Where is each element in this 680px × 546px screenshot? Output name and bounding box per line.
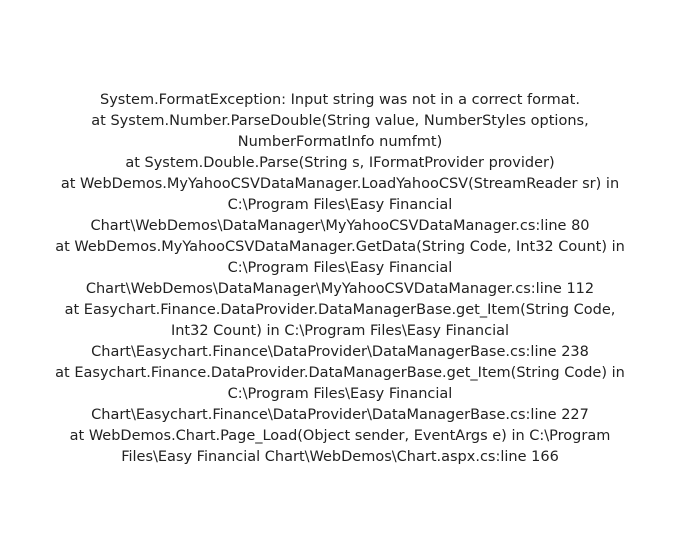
stack-trace-line: Chart\Easychart.Finance\DataProvider\DataManagerBase.cs:line 227 [91, 407, 589, 423]
stack-trace-line: C:\Program Files\Easy Financial [227, 197, 453, 213]
stack-trace-line: C:\Program Files\Easy Financial [227, 260, 453, 276]
stack-trace-line: at WebDemos.MyYahooCSVDataManager.GetData(String Code, Int32 Count) in [55, 239, 625, 255]
stack-trace-line: at System.Double.Parse(String s, IFormatProvider provider) [125, 155, 555, 171]
stack-trace-line: at Easychart.Finance.DataProvider.DataManagerBase.get_Item(String Code, [64, 302, 616, 318]
stack-trace-line: at WebDemos.Chart.Page_Load(Object sender, EventArgs e) in C:\Program [69, 428, 611, 444]
stack-trace-line: Files\Easy Financial Chart\WebDemos\Chart.aspx.cs:line 166 [121, 449, 559, 465]
stack-trace-line: Chart\WebDemos\DataManager\MyYahooCSVDataManager.cs:line 112 [85, 281, 595, 297]
stack-trace-line: Chart\Easychart.Finance\DataProvider\DataManagerBase.cs:line 238 [91, 344, 589, 360]
stack-trace-line: Chart\WebDemos\DataManager\MyYahooCSVDataManager.cs:line 80 [90, 218, 590, 234]
stack-trace-line: at System.Number.ParseDouble(String value, NumberStyles options, [91, 113, 589, 129]
stack-trace-line: NumberFormatInfo numfmt) [237, 134, 443, 150]
exception-stack-trace [0, 90, 680, 468]
stack-trace-line: at Easychart.Finance.DataProvider.DataManagerBase.get_Item(String Code) in [55, 365, 625, 381]
stack-trace-line: at WebDemos.MyYahooCSVDataManager.LoadYahooCSV(StreamReader sr) in [60, 176, 620, 192]
stack-trace-line: C:\Program Files\Easy Financial [227, 386, 453, 402]
stack-trace-line: System.FormatException: Input string was not in a correct format. [100, 92, 580, 108]
stack-trace-line: Int32 Count) in C:\Program Files\Easy Financial [170, 323, 510, 339]
